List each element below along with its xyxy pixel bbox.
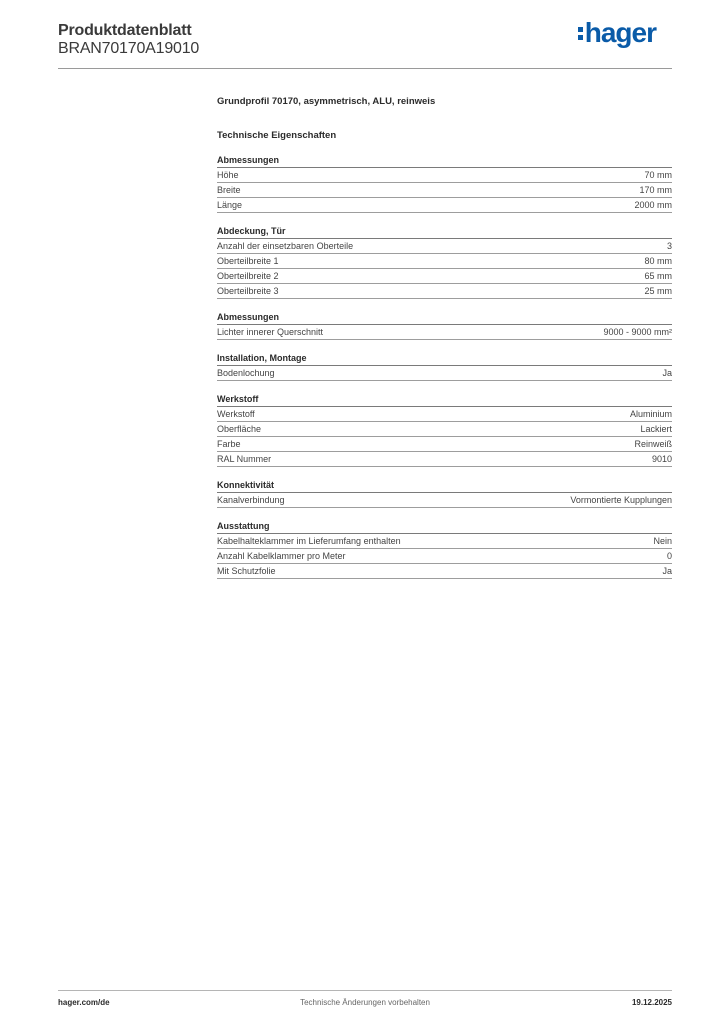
- property-group: [217, 520, 672, 579]
- property-value: 3: [666, 241, 672, 251]
- logo-text: hager: [584, 17, 656, 48]
- property-label: Oberteilbreite 1: [217, 256, 279, 266]
- property-label: Länge: [217, 200, 243, 210]
- property-row: [217, 254, 672, 269]
- property-row: [217, 534, 672, 549]
- property-label: Höhe: [217, 170, 239, 180]
- property-label: Anzahl Kabelklammer pro Meter: [217, 551, 346, 561]
- group-title: Installation, Montage: [217, 352, 672, 366]
- property-row: [217, 198, 672, 213]
- property-label: Kabelhalteklammer im Lieferumfang enthalten: [217, 536, 401, 546]
- property-row: [217, 366, 672, 381]
- property-row: [217, 422, 672, 437]
- footer-notice: Technische Änderungen vorbehalten: [300, 998, 430, 1007]
- property-label: Breite: [217, 185, 241, 195]
- property-row: [217, 437, 672, 452]
- property-value: 0: [666, 551, 672, 561]
- property-label: Oberfläche: [217, 424, 262, 434]
- group-title: Konnektivität: [217, 479, 672, 493]
- property-group: [217, 225, 672, 299]
- property-label: Oberteilbreite 3: [217, 286, 279, 296]
- group-title: Abmessungen: [217, 154, 672, 168]
- property-row: [217, 493, 672, 508]
- property-row: [217, 564, 672, 579]
- group-title: Abdeckung, Tür: [217, 225, 672, 239]
- property-value: 65 mm: [644, 271, 672, 281]
- property-value: Aluminium: [629, 409, 672, 419]
- group-title: Ausstattung: [217, 520, 672, 534]
- property-label: Werkstoff: [217, 409, 255, 419]
- logo-dots-icon: [578, 27, 583, 40]
- property-label: Kanalverbindung: [217, 495, 285, 505]
- property-label: Lichter innerer Querschnitt: [217, 327, 324, 337]
- property-value: Reinweiß: [634, 439, 672, 449]
- property-value: Lackiert: [640, 424, 672, 434]
- group-title: Abmessungen: [217, 311, 672, 325]
- property-group: [217, 352, 672, 381]
- property-label: Mit Schutzfolie: [217, 566, 276, 576]
- property-row: [217, 168, 672, 183]
- document-subtitle: BRAN70170A19010: [58, 40, 200, 57]
- product-name: Grundprofil 70170, asymmetrisch, ALU, reinweis: [217, 96, 436, 107]
- hager-logo: [578, 18, 656, 48]
- property-label: Bodenlochung: [217, 368, 275, 378]
- property-row: [217, 325, 672, 340]
- property-row: [217, 549, 672, 564]
- property-group: [217, 311, 672, 340]
- property-value: 25 mm: [644, 286, 672, 296]
- group-title: Werkstoff: [217, 393, 672, 407]
- document-title: Produktdatenblatt: [58, 22, 192, 39]
- property-value: 2000 mm: [634, 200, 672, 210]
- property-value: 80 mm: [644, 256, 672, 266]
- section-heading: Technische Eigenschaften: [217, 130, 337, 141]
- property-value: 70 mm: [644, 170, 672, 180]
- property-groups: [217, 154, 672, 579]
- page-header: [58, 17, 672, 68]
- property-row: [217, 239, 672, 254]
- property-label: Oberteilbreite 2: [217, 271, 279, 281]
- property-row: [217, 284, 672, 299]
- property-row: [217, 269, 672, 284]
- property-group: [217, 393, 672, 467]
- property-label: Anzahl der einsetzbaren Oberteile: [217, 241, 354, 251]
- property-row: [217, 452, 672, 467]
- page-footer: [58, 998, 672, 1010]
- property-group: [217, 154, 672, 213]
- property-value: 170 mm: [639, 185, 672, 195]
- property-row: [217, 407, 672, 422]
- property-label: RAL Nummer: [217, 454, 272, 464]
- footer-website-link[interactable]: hager.com/de: [58, 998, 110, 1007]
- footer-divider: [58, 990, 672, 991]
- property-label: Farbe: [217, 439, 241, 449]
- main-content: [217, 96, 672, 579]
- footer-date: 19.12.2025: [631, 998, 672, 1007]
- property-value: Vormontierte Kupplungen: [570, 495, 672, 505]
- property-value: 9010: [651, 454, 672, 464]
- property-value: Ja: [662, 368, 672, 378]
- property-row: [217, 183, 672, 198]
- property-value: Nein: [653, 536, 672, 546]
- property-value: Ja: [662, 566, 672, 576]
- property-value: 9000 - 9000 mm²: [603, 327, 672, 337]
- property-group: [217, 479, 672, 508]
- header-divider: [58, 68, 672, 69]
